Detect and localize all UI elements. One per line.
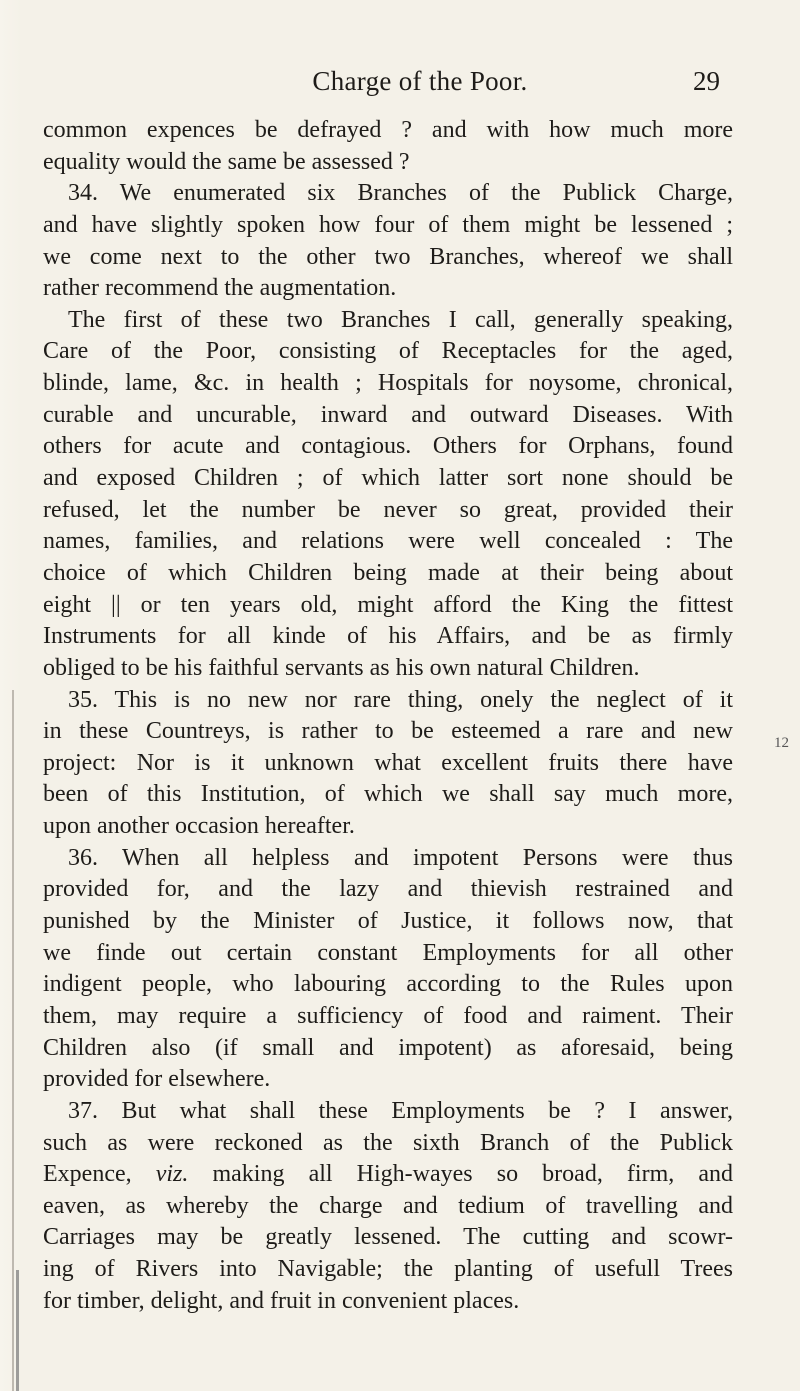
text-line: names, families, and relations were well concealed : The [43, 528, 733, 555]
text-line: Care of the Poor, consisting of Receptacles for the aged, [43, 338, 733, 365]
text-line: others for acute and contagious. Others for Orphans, found [43, 433, 733, 460]
text-line: been of this Institution, of which we shall say much more, [43, 781, 733, 808]
gutter-shadow-line [12, 690, 14, 1391]
text-line: Carriages may be greatly lessened. The cutting and scowr- [43, 1224, 733, 1251]
text-line: rather recommend the augmentation. [43, 275, 397, 302]
text-line: Instruments for all kinde of his Affairs, and be as firmly [43, 623, 733, 650]
body-text [43, 115, 733, 1317]
text-line: and have slightly spoken how four of them might be lessened ; [43, 211, 733, 238]
text-line: punished by the Minister of Justice, it follows now, that [43, 908, 733, 935]
text-line: 36. When all helpless and impotent Persons were thus [68, 844, 733, 871]
text-line: and exposed Children ; of which latter sort none should be [43, 465, 733, 492]
text-line: 34. We enumerated six Branches of the Publick Charge, [68, 180, 733, 207]
text-line: eight || or ten years old, might afford the King the fittest [43, 591, 733, 618]
gutter-edge-line [16, 1270, 19, 1391]
text-line: provided for, and the lazy and thievish restrained and [43, 876, 733, 903]
text-line: 37. But what shall these Employments be ? I answer, [68, 1097, 733, 1124]
page-header [120, 66, 720, 106]
text-line: in these Countreys, is rather to be esteemed a rare and new [43, 718, 733, 745]
text-line: blinde, lame, &c. in health ; Hospitals for noysome, chronical, [43, 370, 733, 397]
text-line: choice of which Children being made at their being about [43, 559, 733, 586]
text-line: obliged to be his faithful servants as his own natural Children. [43, 654, 640, 681]
text-line: project: Nor is it unknown what excellent fruits there have [43, 749, 733, 776]
text-line: curable and uncurable, inward and outward Diseases. With [43, 401, 733, 428]
page-number: 29 [693, 66, 720, 96]
margin-note: 12 [774, 735, 789, 751]
text-line: Expence, viz. making all High-wayes so broad, firm, and [43, 1161, 733, 1188]
running-title: Charge of the Poor. [312, 66, 528, 96]
text-line: The first of these two Branches I call, generally speaking, [68, 306, 733, 333]
text-line: indigent people, who labouring according to the Rules upon [43, 971, 733, 998]
text-line: them, may require a sufficiency of food and raiment. Their [43, 1002, 733, 1029]
text-line: refused, let the number be never so great, provided their [43, 496, 733, 523]
text-line: equality would the same be assessed ? [43, 148, 410, 175]
text-line: we finde out certain constant Employments for all other [43, 939, 733, 966]
text-line: such as were reckoned as the sixth Branch of the Publick [43, 1129, 733, 1156]
text-line: eaven, as whereby the charge and tedium of travelling and [43, 1192, 733, 1219]
text-line: provided for elsewhere. [43, 1066, 271, 1093]
text-line: for timber, delight, and fruit in convenient places. [43, 1287, 520, 1314]
text-line: Children also (if small and impotent) as aforesaid, being [43, 1034, 733, 1061]
text-line: upon another occasion hereafter. [43, 813, 355, 840]
text-line: ing of Rivers into Navigable; the planting of usefull Trees [43, 1256, 733, 1283]
book-gutter [0, 0, 22, 1391]
text-line: common expences be defrayed ? and with how much more [43, 117, 733, 143]
text-line: 35. This is no new nor rare thing, onely the neglect of it [68, 686, 733, 713]
text-line: we come next to the other two Branches, whereof we shall [43, 243, 733, 270]
italic-term: viz. [155, 1161, 189, 1188]
